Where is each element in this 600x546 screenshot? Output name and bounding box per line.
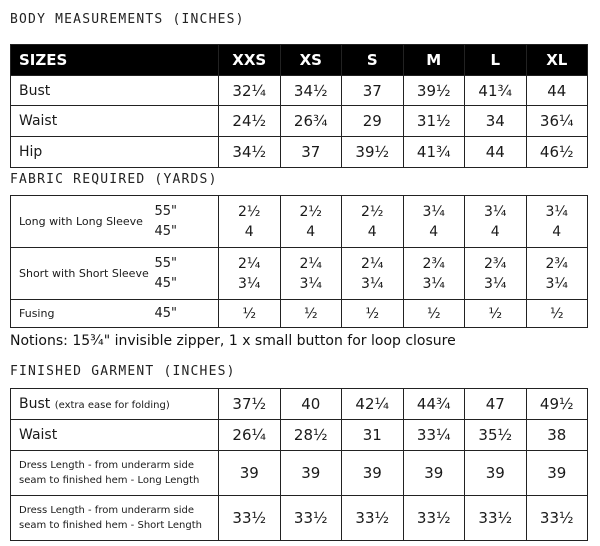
table-cell: 49½ <box>526 389 588 420</box>
fabric-width: 55" <box>154 255 178 271</box>
table-cell <box>403 248 465 300</box>
cell-value: 3¼ <box>545 275 568 292</box>
table-cell: 33½ <box>403 496 465 541</box>
cell-value: 3¼ <box>545 203 568 220</box>
fabric-width-cell <box>151 196 219 248</box>
table-cell: 41¾ <box>465 76 527 106</box>
table-cell <box>342 248 404 300</box>
table-cell: ½ <box>280 300 342 328</box>
size-header: M <box>403 45 465 76</box>
cell-value: 4 <box>490 223 500 240</box>
cell-value: 3¼ <box>238 275 261 292</box>
cell-value: 2¾ <box>545 255 568 272</box>
table-row <box>11 248 588 300</box>
table-row <box>11 106 588 137</box>
cell-value: 2¼ <box>361 255 384 272</box>
finished-garment-table <box>10 388 588 541</box>
table-cell: 39 <box>280 451 342 496</box>
cell-value: 3¼ <box>422 275 445 292</box>
table-cell: 34½ <box>219 137 281 168</box>
cell-value: 2½ <box>299 203 322 220</box>
cell-value: 4 <box>244 223 254 240</box>
table-cell: 44 <box>526 76 588 106</box>
table-row <box>11 496 588 541</box>
table-cell: ½ <box>219 300 281 328</box>
table-cell: 38 <box>526 420 588 451</box>
table-cell <box>465 248 527 300</box>
table-cell: 44 <box>465 137 527 168</box>
table-cell: 33¼ <box>403 420 465 451</box>
table-cell <box>342 196 404 248</box>
table-cell: 39½ <box>342 137 404 168</box>
table-cell: 44¾ <box>403 389 465 420</box>
table-cell: 41¾ <box>403 137 465 168</box>
row-label-note: (extra ease for folding) <box>54 400 170 411</box>
cell-value: 4 <box>367 223 377 240</box>
table-cell: 36¼ <box>526 106 588 137</box>
table-cell <box>280 248 342 300</box>
cell-value: 4 <box>306 223 316 240</box>
table-cell: 39 <box>342 451 404 496</box>
row-label: Waist <box>11 106 219 137</box>
fabric-width-cell <box>151 248 219 300</box>
fabric-width: 55" <box>154 203 178 219</box>
table-cell <box>219 248 281 300</box>
table-row <box>11 451 588 496</box>
row-label: Long with Long Sleeve <box>11 196 151 248</box>
row-label-text: Bust <box>19 396 51 412</box>
fabric-width: 45" <box>154 275 178 291</box>
table-cell: 28½ <box>280 420 342 451</box>
table-cell <box>526 196 588 248</box>
fabric-required-table <box>10 195 588 328</box>
table-row <box>11 76 588 106</box>
size-header: XXS <box>219 45 281 76</box>
body-measurements-table <box>10 44 588 168</box>
table-cell: 37 <box>342 76 404 106</box>
table-cell: 29 <box>342 106 404 137</box>
table-cell <box>526 248 588 300</box>
table-cell: 35½ <box>465 420 527 451</box>
table-cell: 37½ <box>219 389 281 420</box>
row-label-line: Dress Length - from underarm side <box>19 460 195 471</box>
cell-value: 2¼ <box>238 255 261 272</box>
table-row <box>11 137 588 168</box>
table-cell: ½ <box>526 300 588 328</box>
table-cell: 47 <box>465 389 527 420</box>
cell-value: 2½ <box>361 203 384 220</box>
size-header: XL <box>526 45 588 76</box>
table-cell: 34½ <box>280 76 342 106</box>
table-cell: 40 <box>280 389 342 420</box>
cell-value: 3¼ <box>361 275 384 292</box>
table-cell: 39 <box>526 451 588 496</box>
cell-value: 2¾ <box>484 255 507 272</box>
row-label: Waist <box>11 420 219 451</box>
sizes-header-label: SIZES <box>11 45 219 76</box>
cell-value: 2¼ <box>299 255 322 272</box>
row-label: Hip <box>11 137 219 168</box>
table-cell: 33½ <box>342 496 404 541</box>
table-cell: 37 <box>280 137 342 168</box>
table-cell: 31½ <box>403 106 465 137</box>
cell-value: 4 <box>552 223 562 240</box>
cell-value: 2½ <box>238 203 261 220</box>
fabric-width: 45" <box>154 223 178 239</box>
table-cell: 32¼ <box>219 76 281 106</box>
row-label-line: seam to finished hem - Long Length <box>19 475 200 486</box>
table-cell: 39½ <box>403 76 465 106</box>
table-row <box>11 196 588 248</box>
row-label-line: Dress Length - from underarm side <box>19 505 195 516</box>
table-cell <box>465 196 527 248</box>
table-cell: 34 <box>465 106 527 137</box>
table-row <box>11 389 588 420</box>
sizes-header-row <box>11 45 588 76</box>
table-cell: 24½ <box>219 106 281 137</box>
row-label: Bust <box>11 76 219 106</box>
table-cell <box>403 196 465 248</box>
fabric-width-cell <box>151 300 219 328</box>
row-label <box>11 496 219 541</box>
table-cell: 33½ <box>280 496 342 541</box>
cell-value: 4 <box>429 223 439 240</box>
table-cell: 33½ <box>219 496 281 541</box>
size-header: S <box>342 45 404 76</box>
row-label: Fusing <box>11 300 151 328</box>
cell-value: 2¾ <box>422 255 445 272</box>
body-measurements-heading: BODY MEASUREMENTS (INCHES) <box>10 12 245 27</box>
finished-garment-heading: FINISHED GARMENT (INCHES) <box>10 364 236 379</box>
size-header: XS <box>280 45 342 76</box>
table-cell: ½ <box>465 300 527 328</box>
row-label <box>11 451 219 496</box>
table-cell: 26¼ <box>219 420 281 451</box>
table-cell: 33½ <box>465 496 527 541</box>
cell-value: 3¼ <box>299 275 322 292</box>
row-label-line: seam to finished hem - Short Length <box>19 520 202 531</box>
table-cell: 26¾ <box>280 106 342 137</box>
table-cell: 39 <box>403 451 465 496</box>
table-row <box>11 420 588 451</box>
table-cell <box>219 196 281 248</box>
table-cell: ½ <box>403 300 465 328</box>
size-header: L <box>465 45 527 76</box>
cell-value: 3¼ <box>422 203 445 220</box>
table-cell: 39 <box>465 451 527 496</box>
row-label <box>11 389 219 420</box>
cell-value: 3¼ <box>484 203 507 220</box>
table-cell: 46½ <box>526 137 588 168</box>
table-cell: 33½ <box>526 496 588 541</box>
row-label: Short with Short Sleeve <box>11 248 151 300</box>
table-cell: ½ <box>342 300 404 328</box>
cell-value: 3¼ <box>484 275 507 292</box>
notions-text: Notions: 15¾" invisible zipper, 1 x small button for loop closure <box>10 333 456 349</box>
table-cell: 39 <box>219 451 281 496</box>
fabric-required-heading: FABRIC REQUIRED (YARDS) <box>10 172 218 187</box>
table-cell: 31 <box>342 420 404 451</box>
table-cell <box>280 196 342 248</box>
table-row <box>11 300 588 328</box>
fabric-width: 45" <box>154 305 178 321</box>
table-cell: 42¼ <box>342 389 404 420</box>
